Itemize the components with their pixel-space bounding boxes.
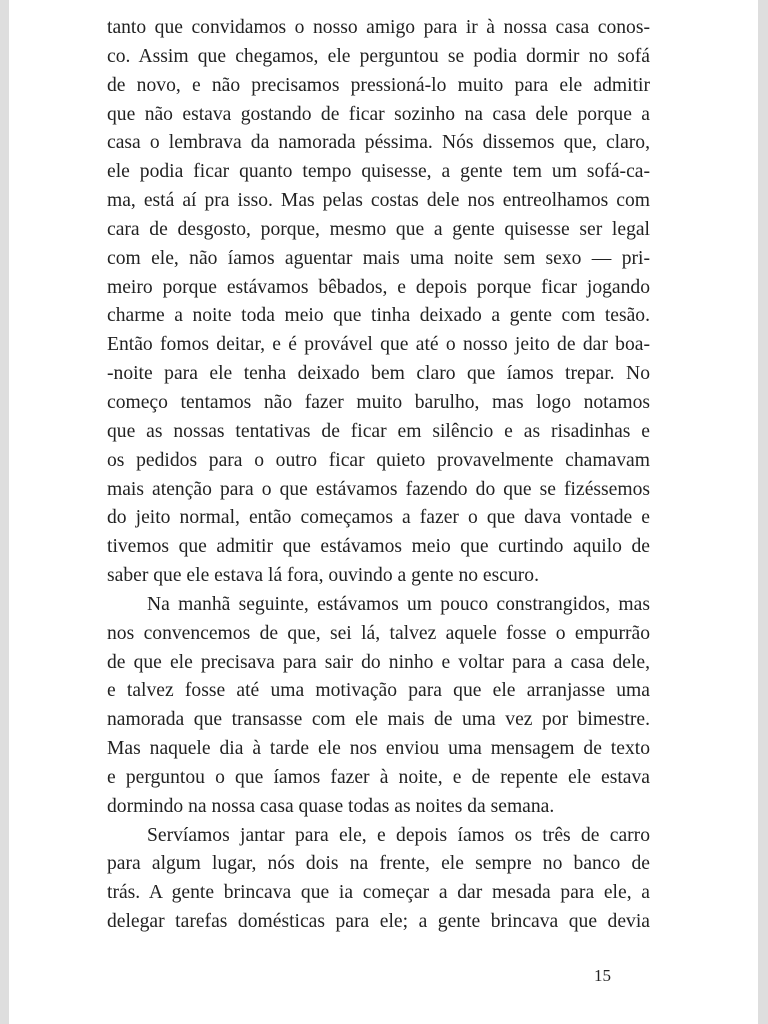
- text-line: os pedidos para o outro ficar quieto provavelmente chamavam: [107, 449, 650, 471]
- text-line: mais atenção para o que estávamos fazendo do que se fizéssemos: [107, 478, 650, 500]
- text-line: nos convencemos de que, sei lá, talvez aquele fosse o empurrão: [107, 622, 650, 644]
- text-line: Então fomos deitar, e é provável que até o nosso jeito de dar boa-: [107, 334, 650, 356]
- text-line: tivemos que admitir que estávamos meio que curtindo aquilo de: [107, 536, 650, 558]
- text-line: namorada que transasse com ele mais de uma vez por bimestre.: [107, 709, 650, 731]
- text-line: que não estava gostando de ficar sozinho na casa dele porque a: [107, 103, 650, 125]
- text-line: tanto que convidamos o nosso amigo para ir à nossa casa conos-: [107, 17, 650, 38]
- text-line: e perguntou o que íamos fazer à noite, e de repente ele estava: [107, 766, 650, 788]
- text-line: cara de desgosto, porque, mesmo que a gente quisesse ser legal: [107, 218, 650, 240]
- page-number: 15: [594, 966, 611, 985]
- text-line: Na manhã seguinte, estávamos um pouco constrangidos, mas: [147, 593, 650, 615]
- text-line: ele podia ficar quanto tempo quisesse, a gente tem um sofá-ca-: [107, 161, 650, 183]
- text-line: saber que ele estava lá fora, ouvindo a gente no escuro.: [107, 565, 539, 587]
- text-line: meiro porque estávamos bêbados, e depois porque ficar jogando: [107, 276, 650, 298]
- text-line: para algum lugar, nós dois na frente, ele sempre no banco de: [107, 853, 650, 875]
- text-line: e talvez fosse até uma motivação para que ele arranjasse uma: [107, 680, 650, 702]
- text-line: Mas naquele dia à tarde ele nos enviou uma mensagem de texto: [107, 738, 650, 760]
- text-line: de novo, e não precisamos pressioná-lo muito para ele admitir: [107, 74, 650, 96]
- text-line: que as nossas tentativas de ficar em silêncio e as risadinhas e: [107, 420, 650, 442]
- text-line: co. Assim que chegamos, ele perguntou se podia dormir no sofá: [107, 45, 650, 67]
- text-line: dormindo na nossa casa quase todas as noites da semana.: [107, 795, 555, 817]
- text-line: ma, está aí pra isso. Mas pelas costas dele nos entreolhamos com: [107, 190, 650, 212]
- text-line: de que ele precisava para sair do ninho e voltar para a casa dele,: [107, 651, 650, 673]
- text-line: casa o lembrava da namorada péssima. Nós dissemos que, claro,: [107, 132, 650, 154]
- body-text: [107, 14, 650, 937]
- text-line: trás. A gente brincava que ia começar a dar mesada para ele, a: [107, 882, 650, 904]
- text-line: começo tentamos não fazer muito barulho, mas logo notamos: [107, 391, 650, 413]
- text-line: delegar tarefas domésticas para ele; a gente brincava que devia: [107, 911, 650, 933]
- text-line: do jeito normal, então começamos a fazer o que dava vontade e: [107, 507, 650, 529]
- text-line: com ele, não íamos aguentar mais uma noite sem sexo — pri-: [107, 247, 650, 269]
- text-line: -noite para ele tenha deixado bem claro que íamos trepar. No: [107, 363, 650, 385]
- text-line: charme a noite toda meio que tinha deixado a gente com tesão.: [107, 305, 650, 327]
- text-line: Servíamos jantar para ele, e depois íamos os três de carro: [147, 824, 650, 846]
- book-page: [9, 0, 758, 1024]
